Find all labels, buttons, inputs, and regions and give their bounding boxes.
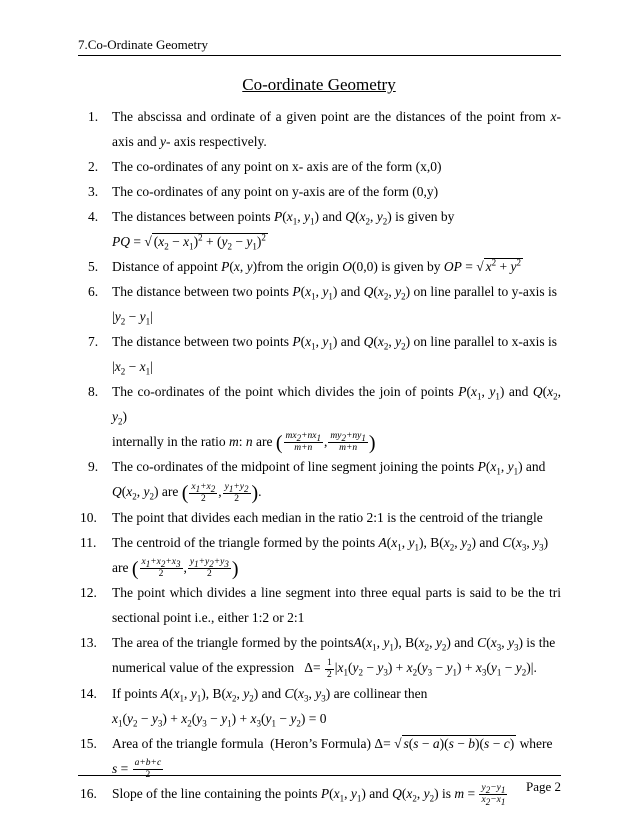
list-item: 2. The co-ordinates of any point on x- axis are of the form (x,0) xyxy=(88,159,442,174)
header-text: 7.Co-Ordinate Geometry xyxy=(78,37,208,52)
page-number: Page 2 xyxy=(525,779,561,794)
list-item: 8. The co-ordinates of the point which divides the join of points $P(x_1$, $y_1$) and $Q(x_2$, $y_2$) internally in the ratio m: n are ( $\frac{mx_2+nx_1}{m+n}$ , $\frac{my_2+ny_1}{m+n}$ ) xyxy=(88,384,562,454)
list-item: 7. The distance between two points $P(x_1$, $y_1$) and $Q(x_2$, $y_2$) on line parallel to x-axis is $|x_2 - x_1|$ xyxy=(88,334,558,377)
list-item: 1. The abscissa and ordinate of a given point are the distances of the point from x- axis and y- axis respectively. xyxy=(88,109,561,149)
list-item: 3. The co-ordinates of any point on y-axis are of the form (0,y) xyxy=(88,184,439,199)
list-item: 11. The centroid of the triangle formed by the points $A(x_1$, $y_1$), $B(x_2$, $y_2$) and $C(x_3$, $y_3$) are ( $\frac{x_1+x_2+x_3}{2}$ , $\frac{y_1+y_2+y_3}{2}$ ) xyxy=(80,534,549,580)
list-item: 10. The point that divides each median in the ratio 2:1 is the centroid of the triangle xyxy=(80,509,543,525)
list-item: 4. The distances between points $P(x_1$, $y_1$) and $Q(x_2$, $y_2$) is given by PQ = √ $(x_2 - x_1)^2 + (y_2 - y_1)^2$ xyxy=(88,209,455,252)
list-item: 13. The area of the triangle formed by the $pointsA(x_1$, $y_1$), $B(x_2$, $y_2$) and $C(x_3$, $y_3$) is the numerical value of the expression Δ= $\frac{1}{2}$ $|x_1(y_2 - y_3) + x_2(y_3 - y_1) + x_3(y_1 - y_2)|$. xyxy=(80,635,556,680)
list-item: 12. The point which divides a line segment into three equal parts is said to be the tri sectional point i.e., either 1:2 or 2:1 xyxy=(80,585,561,626)
list-item: 9. The co-ordinates of the midpoint of line segment joining the points $P(x_1$, $y_1$) and $Q(x_2$, $y_2$) are ( $\frac{x_1+x_2}{2}$ , $\frac{y_1+y_2}{2}$ ). xyxy=(88,459,546,505)
list-item: 14. If points $A(x_1$, $y_1$), $B(x_2$, $y_2$) and $C(x_3$, $y_3$) are collinear then $x_1(y_2 - y_3) + x_2(y_3 - y_1) + x_3(y_1 - y_2) = 0$ xyxy=(80,685,428,729)
formula-list xyxy=(78,104,561,806)
page-footer xyxy=(78,775,561,795)
list-item: 15. Area of the triangle formula (Heron’s Formula) Δ= √ s(s − a)(s − b)(s − c) where s = $\frac{a+b+c}{2}$ xyxy=(80,735,553,781)
list-item: 16. Slope of the line containing the points $P(x_1$, $y_1$) and $Q(x_2$, $y_2$) is m = $\frac{y_2-y_1}{x_2-x_1}$ xyxy=(80,783,506,808)
page-title: Co-ordinate Geometry xyxy=(242,75,396,94)
list-item: 5. Distance of appoint P(x, y)from the origin O(0,0) is given by OP = √ $x^2 + y^2$ xyxy=(88,257,521,274)
page-header xyxy=(78,37,561,56)
list-item: 6. The distance between two points $P(x_1$, $y_1$) and $Q(x_2$, $y_2$) on line parallel to y-axis is $|y_2 - y_1|$ xyxy=(88,284,558,327)
